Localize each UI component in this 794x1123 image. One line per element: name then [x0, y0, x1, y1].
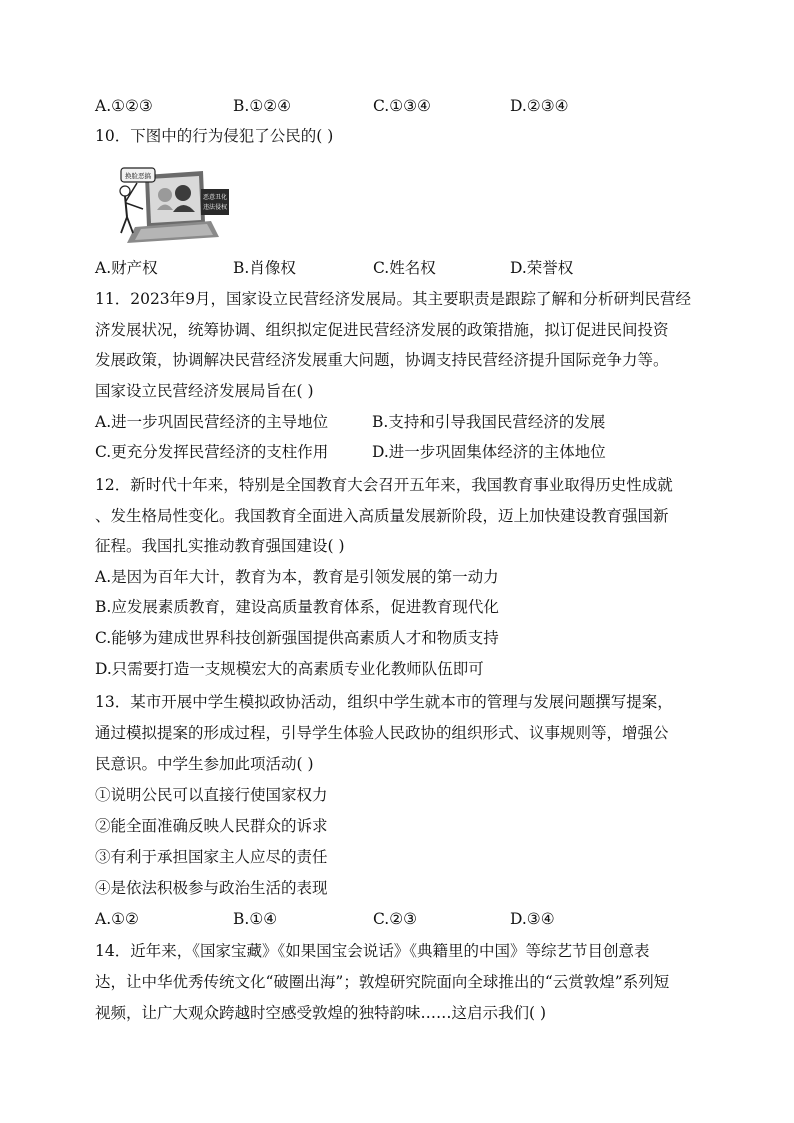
q11-option-a: A.进一步巩固民营经济的主导地位: [95, 413, 329, 431]
q13-option-b: B.①④: [233, 910, 278, 928]
q12-option-b: B.应发展素质教育，建设高质量教育体系，促进教育现代化: [95, 598, 499, 616]
q10-stem: 10．下图中的行为侵犯了公民的( ): [95, 127, 334, 145]
q14-line-2: 达，让中华优秀传统文化“破圈出海”；敦煌研究院面向全球推出的“云赏敦煌”系列短: [95, 973, 670, 991]
q12-option-c: C.能够为建成世界科技创新强国提供高素质人才和物质支持: [95, 629, 499, 647]
q13-statement-1: ①说明公民可以直接行使国家权力: [95, 786, 328, 804]
board-text-2: 违法侵权: [202, 204, 228, 211]
q9-option-c: C.①③④: [373, 97, 431, 115]
q13-line-2: 通过模拟提案的形成过程，引导学生体验人民政协的组织形式、议事规则等，增强公: [95, 724, 669, 742]
q12-option-d: D.只需要打造一支规模宏大的高素质专业化教师队伍即可: [95, 660, 484, 678]
q10-option-b: B.肖像权: [233, 259, 296, 277]
q11-line-4: 国家设立民营经济发展局旨在( ): [95, 382, 314, 400]
q10-option-c: C.姓名权: [373, 259, 436, 277]
q13-option-d: D.③④: [510, 910, 555, 928]
q11-line-1: 11．2023年9月，国家设立民营经济发展局。其主要职责是跟踪了解和分析研判民营经: [95, 290, 692, 308]
q11-option-d: D.进一步巩固集体经济的主体地位: [372, 443, 606, 461]
board-text-1: 恶意丑化: [202, 194, 228, 201]
q11-option-b: B.支持和引导我国民营经济的发展: [372, 413, 606, 431]
q10-illustration: [107, 165, 231, 245]
q13-line-1: 13．某市开展中学生模拟政协活动，组织中学生就本市的管理与发展问题撰写提案，: [95, 693, 673, 711]
q13-statement-3: ③有利于承担国家主人应尽的责任: [95, 848, 328, 866]
q14-line-1: 14．近年来，《国家宝藏》《如果国宝会说话》《典籍里的中国》等综艺节目创意表: [95, 942, 650, 960]
q9-option-a: A.①②③: [95, 97, 153, 115]
q11-line-2: 济发展状况，统筹协调、组织拟定促进民营经济发展的政策措施，拟订促进民间投资: [95, 321, 669, 339]
q13-line-3: 民意识。中学生参加此项活动( ): [95, 755, 314, 773]
sign-text: 换脸恶搞: [125, 172, 151, 180]
q13-option-c: C.②③: [373, 910, 418, 928]
q9-option-d: D.②③④: [510, 97, 569, 115]
q12-line-1: 12．新时代十年来，特别是全国教育大会召开五年来，我国教育事业取得历史性成就: [95, 476, 673, 494]
q12-line-3: 征程。我国扎实推动教育强国建设( ): [95, 537, 345, 555]
q11-option-c: C.更充分发挥民营经济的支柱作用: [95, 443, 329, 461]
q10-option-d: D.荣誉权: [510, 259, 574, 277]
q13-statement-2: ②能全面准确反映人民群众的诉求: [95, 817, 328, 835]
q11-line-3: 发展政策，协调解决民营经济发展重大问题，协调支持民营经济提升国际竞争力等。: [95, 351, 669, 369]
q10-option-a: A.财产权: [95, 259, 158, 277]
q14-line-3: 视频，让广大观众跨越时空感受敦煌的独特韵味……这启示我们( ): [95, 1004, 547, 1022]
q9-option-b: B.①②④: [233, 97, 292, 115]
q12-line-2: 、发生格局性变化。我国教育全面进入高质量发展新阶段，迈上加快建设教育强国新: [95, 507, 669, 525]
q13-option-a: A.①②: [95, 910, 139, 928]
q12-option-a: A.是因为百年大计，教育为本，教育是引领发展的第一动力: [95, 568, 499, 586]
q13-statement-4: ④是依法积极参与政治生活的表现: [95, 879, 328, 897]
